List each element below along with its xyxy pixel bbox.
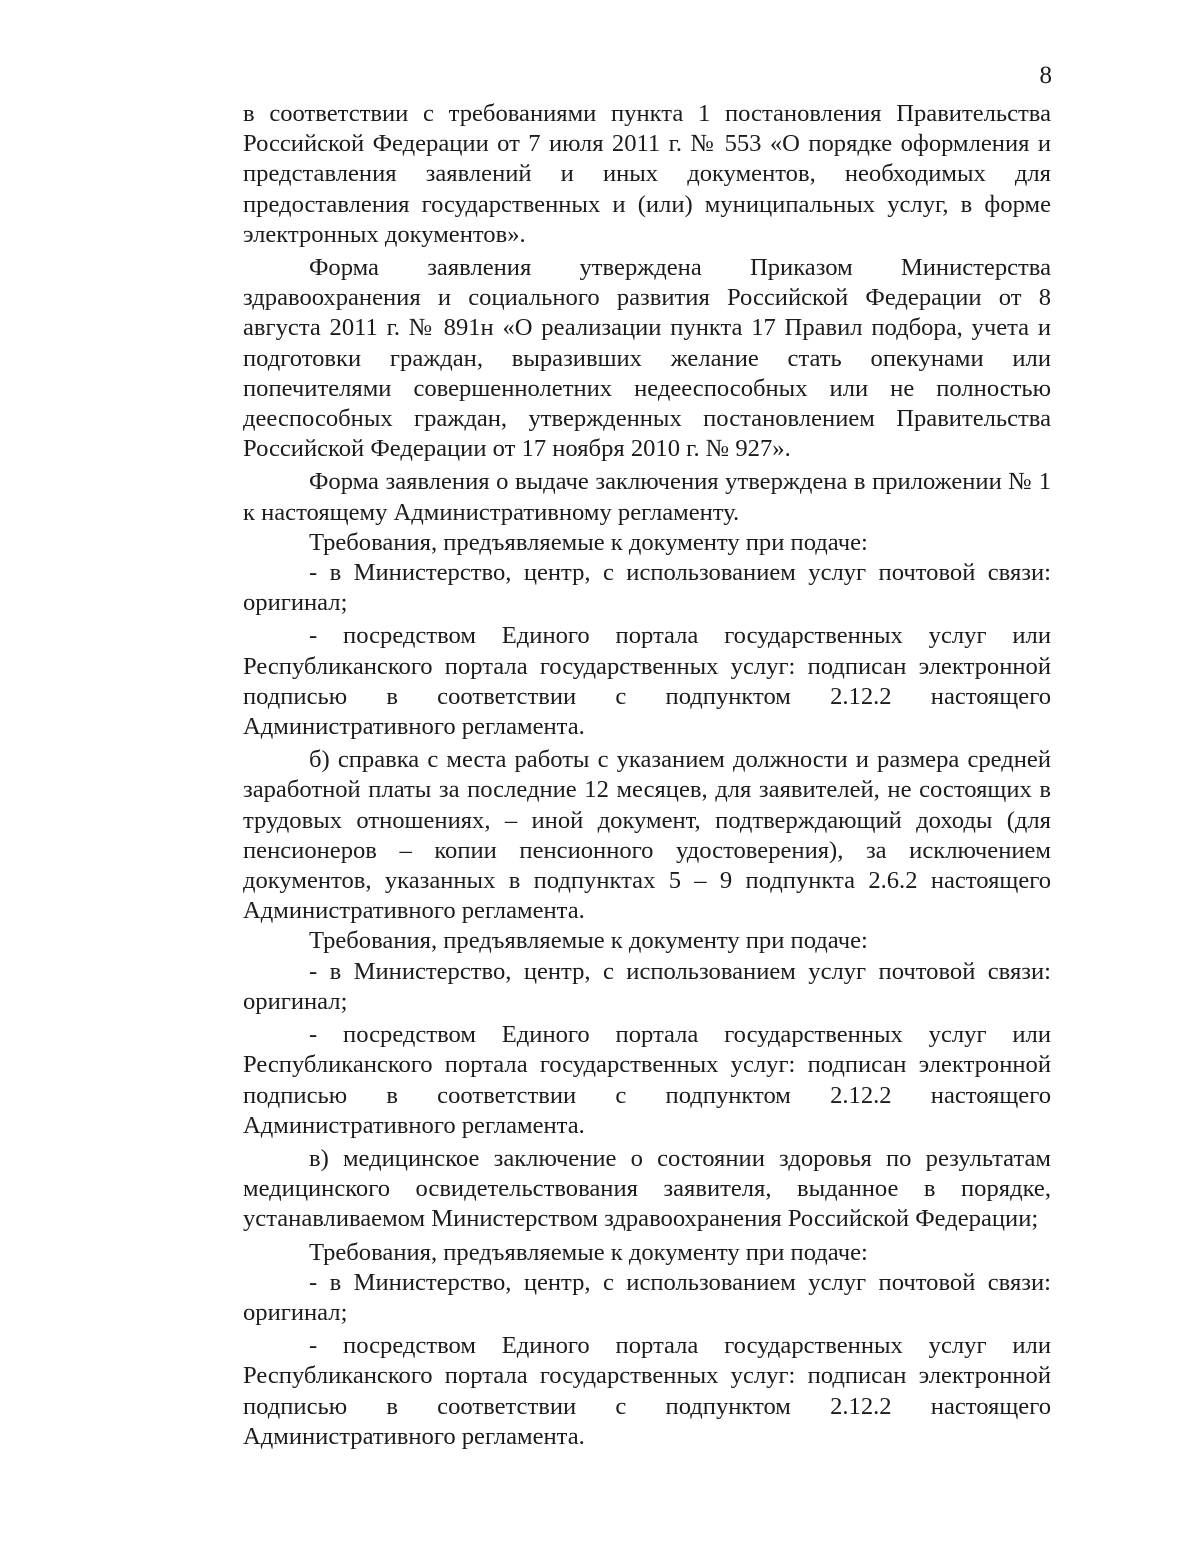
paragraph-postal-original: - в Министерство, центр, с использованием услуг почтовой связи: оригинал;: [243, 1268, 1051, 1326]
page-number: 8: [1039, 62, 1052, 89]
paragraph-portal-signature: - посредством Единого портала государственных услуг или Республиканского портала государственных услуг: подписан электронной подписью в соответствии с подпунктом 2.12.2 настоящего Административного регламента.: [243, 1021, 1051, 1139]
paragraph-portal-signature: - посредством Единого портала государственных услуг или Республиканского портала государственных услуг: подписан электронной подписью в соответствии с подпунктом 2.12.2 настоящего Административного регламента.: [243, 1332, 1051, 1450]
paragraph-requirements-heading: Требования, предъявляемые к документу при подаче:: [309, 927, 868, 955]
paragraph-form-approval: Форма заявления утверждена Приказом Министерства здравоохранения и социального развития Российской Федерации от 8 августа 2011 г. № 891н «О реализации пункта 17 Правил подбора, учета и подготовки граждан, выразивших желание стать опекунами или попечителями совершеннолетних недееспособных или не полностью дееспособных граждан, утвержденных постановлением Правительства Российской Федерации от 17 ноября 2010 г. № 927».: [243, 254, 1051, 463]
paragraph-postal-original: - в Министерство, центр, с использованием услуг почтовой связи: оригинал;: [243, 559, 1051, 617]
paragraph-postal-original: - в Министерство, центр, с использованием услуг почтовой связи: оригинал;: [243, 957, 1051, 1015]
paragraph-conclusion-form: Форма заявления о выдаче заключения утверждена в приложении № 1 к настоящему Административному регламенту.: [243, 468, 1051, 526]
document-body: [243, 99, 1051, 1452]
paragraph-portal-signature: - посредством Единого портала государственных услуг или Республиканского портала государственных услуг: подписан электронной подписью в соответствии с подпунктом 2.12.2 настоящего Административного регламента.: [243, 622, 1051, 741]
paragraph-item-b-income-certificate: б) справка с места работы с указанием должности и размера средней заработной платы за последние 12 месяцев, для заявителей, не состоящих в трудовых отношениях, – иной документ, подтверждающий доходы (для пенсионеров – копии пенсионного удостоверения), за исключением документов, указанных в подпунктах 5 – 9 подпункта 2.6.2 настоящего Административного регламента.: [243, 746, 1051, 925]
paragraph-requirements-heading: Требования, предъявляемые к документу при подаче:: [309, 528, 868, 556]
paragraph-requirements-heading: Требования, предъявляемые к документу при подаче:: [309, 1238, 868, 1266]
paragraph-item-v-medical-report: в) медицинское заключение о состоянии здоровья по результатам медицинского освидетельствования заявителя, выданное в порядке, устанавливаемом Министерством здравоохранения Российской Федерации;: [243, 1144, 1051, 1233]
paragraph-continuation: в соответствии с требованиями пункта 1 постановления Правительства Российской Федерации от 7 июля 2011 г. № 553 «О порядке оформления и представления заявлений и иных документов, необходимых для предоставления государственных и (или) муниципальных услуг, в форме электронных документов».: [243, 100, 1051, 248]
